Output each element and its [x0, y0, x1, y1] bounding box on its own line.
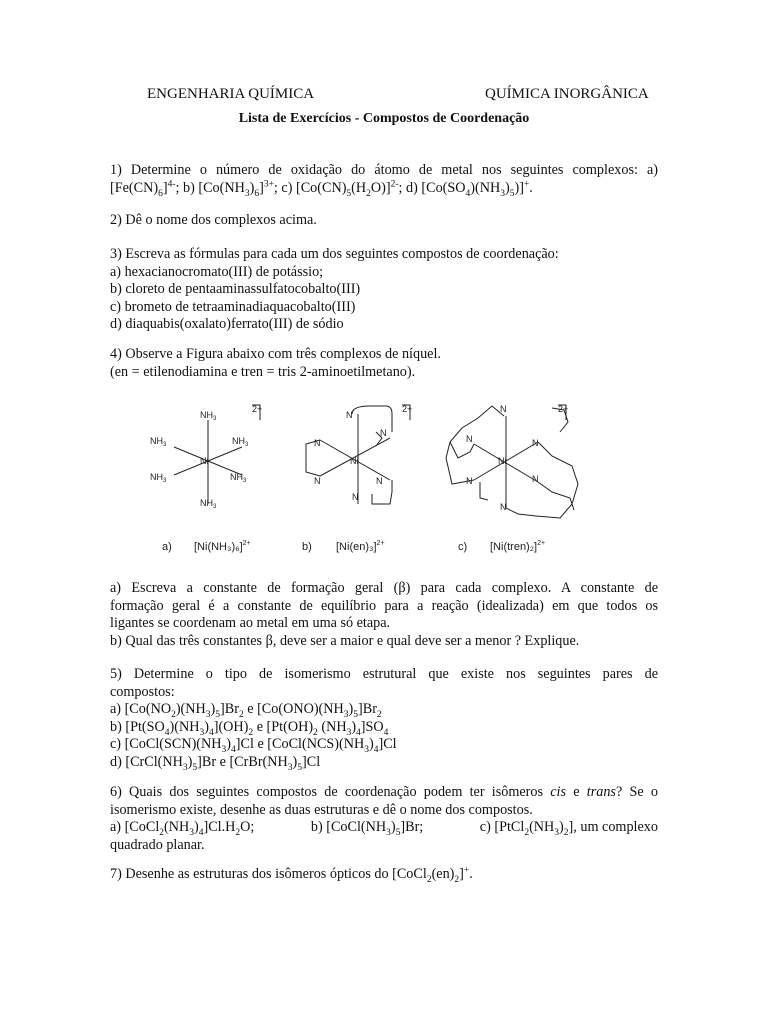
- fig-b-ni: Ni: [350, 456, 359, 466]
- fig-b-n1: N: [346, 410, 353, 420]
- q5-item-c: c) $[CoCl(SCN)(NH_3)_4]Cl$ e $[CoCl(NCS)(NH_3)_4]Cl$: [110, 736, 397, 756]
- fig-c-ni: Ni: [498, 456, 507, 466]
- fig-a-charge: 2+: [252, 404, 263, 414]
- fig-c-n6: N: [500, 502, 507, 512]
- question-4-intro: [110, 346, 658, 381]
- fig-a-nh3-bottom: $NH_3$: [200, 498, 217, 510]
- q1-line-2: $[Fe(CN)_6]^{4-}$; b) $[Co(NH_3)_6]^{3+}$; c) $[Co(CN)_5(H_2O)]^{2-}$; d) $[Co(SO_4)(NH_3)_5)]^+$.: [110, 178, 533, 199]
- q5-line-1: 5) Determine o tipo de isomerismo estrutural que existe nos seguintes pares de: [110, 666, 658, 682]
- question-6: [110, 784, 658, 854]
- fig-b-n4: N: [314, 476, 321, 486]
- fig-a-ni: Ni: [200, 456, 209, 466]
- q1-line-1: 1) Determine o número de oxidação do átomo de metal nos seguintes complexos: a): [110, 162, 658, 178]
- q5-item-b: b) $[Pt(SO_4)(NH_3)_4](OH)_2$ e [$Pt(OH)_2$ $(NH_3)_4]SO_4$: [110, 718, 389, 738]
- fig-a-label: a): [162, 541, 172, 553]
- q4a-line-2: formação geral é a constante de equilíbrio para a reação (idealizada) em que todos os: [110, 597, 658, 614]
- fig-c-n2: N: [466, 434, 473, 444]
- fig-a-nh3-left-top: $NH_3$: [150, 436, 167, 448]
- fig-a-nh3-top: $NH_3$: [200, 410, 217, 422]
- question-1: [110, 162, 658, 197]
- q6-line-3: a) $[CoCl_2(NH_3)_4]Cl.H_2O$; b) $[CoCl(NH_3)_5]Br$; c) $[PtCl_2(NH_3)_2]$, um complexo: [110, 819, 658, 839]
- q4-line-1: 4) Observe a Figura abaixo com três complexos de níquel.: [110, 346, 441, 362]
- fig-b-charge: 2+: [402, 404, 413, 414]
- q3-item-c: c) brometo de tetraaminadiaquacobalto(III): [110, 298, 356, 315]
- q3-title: 3) Escreva as fórmulas para cada um dos seguintes compostos de coordenação:: [110, 246, 559, 262]
- figure-svg: [140, 392, 600, 562]
- nickel-complexes-figure: [140, 392, 600, 567]
- q4-line-2: (en = etilenodiamina e tren = tris 2-aminoetilmetano).: [110, 363, 416, 380]
- q7-line: 7) Desenhe as estruturas dos isômeros ópticos do $[CoCl_2(en)_2]^+$.: [110, 865, 473, 885]
- fig-c-charge: 2+: [558, 404, 569, 414]
- fig-b-n6: N: [352, 492, 359, 502]
- fig-a-nh3-right-bottom: $NH_3$: [230, 472, 247, 484]
- question-2: 2) Dê o nome dos complexos acima.: [110, 212, 317, 228]
- fig-b-n3: N: [380, 428, 387, 438]
- fig-c-n4: N: [466, 476, 473, 486]
- fig-c-n3: N: [532, 438, 539, 448]
- fig-b-n2: N: [314, 438, 321, 448]
- q3-item-b: b) cloreto de pentaaminassulfatocobalto(III): [110, 281, 361, 298]
- header-course: ENGENHARIA QUÍMICA: [147, 86, 315, 102]
- document-title: Lista de Exercícios - Compostos de Coordenação: [238, 111, 530, 126]
- fig-a-nh3-right-top: $NH_3$: [232, 436, 249, 448]
- fig-c-formula: [Ni(tren)₂]$^{2+}$: [490, 540, 546, 553]
- q3-item-a: a) hexacianocromato(III) de potássio;: [110, 263, 324, 280]
- header-subject: QUÍMICA INORGÂNICA: [485, 86, 649, 102]
- question-3: [110, 246, 658, 334]
- q4b-line: b) Qual das três constantes β, deve ser a maior e qual deve ser a menor ? Explique.: [110, 632, 580, 649]
- q3-item-d: d) diaquabis(oxalato)ferrato(III) de sódio: [110, 316, 344, 333]
- question-4-parts: [110, 580, 658, 650]
- fig-b-n5: N: [376, 476, 383, 486]
- question-5: [110, 666, 658, 772]
- fig-a-formula: $[Ni(NH_3)_6]^{2+}$: [194, 540, 251, 553]
- q6-line-1: 6) Quais dos seguintes compostos de coordenação podem ter isômeros cis e trans? Se o: [110, 784, 658, 800]
- fig-c-n5: N: [532, 474, 539, 484]
- question-7: [110, 866, 658, 884]
- q4a-line-1: a) Escreva a constante de formação geral (β) para cada complexo. A constante de: [110, 580, 658, 596]
- q6-line-2: isomerismo existe, desenhe as duas estruturas e dê o nome dos compostos.: [110, 801, 533, 818]
- fig-c-n1: N: [500, 404, 507, 414]
- q4a-line-3: ligantes se coordenam ao metal em uma só etapa.: [110, 615, 391, 632]
- q5-line-2: compostos:: [110, 683, 175, 700]
- fig-b-formula: $[Ni(en)_3]^{2+}$: [336, 540, 385, 553]
- q5-item-d: d) $[CrCl(NH_3)_5]Br$ e $[CrBr(NH_3)_5]Cl$: [110, 753, 321, 773]
- fig-b-label: b): [302, 541, 312, 553]
- q6-line-4: quadrado planar.: [110, 836, 205, 853]
- fig-a-nh3-left-bottom: $NH_3$: [150, 472, 167, 484]
- fig-c-label: c): [458, 541, 468, 553]
- q5-item-a: a) $[Co(NO_2)(NH_3)_5]Br_2$ e $[Co(ONO)(NH_3)_5]Br_2$: [110, 701, 382, 721]
